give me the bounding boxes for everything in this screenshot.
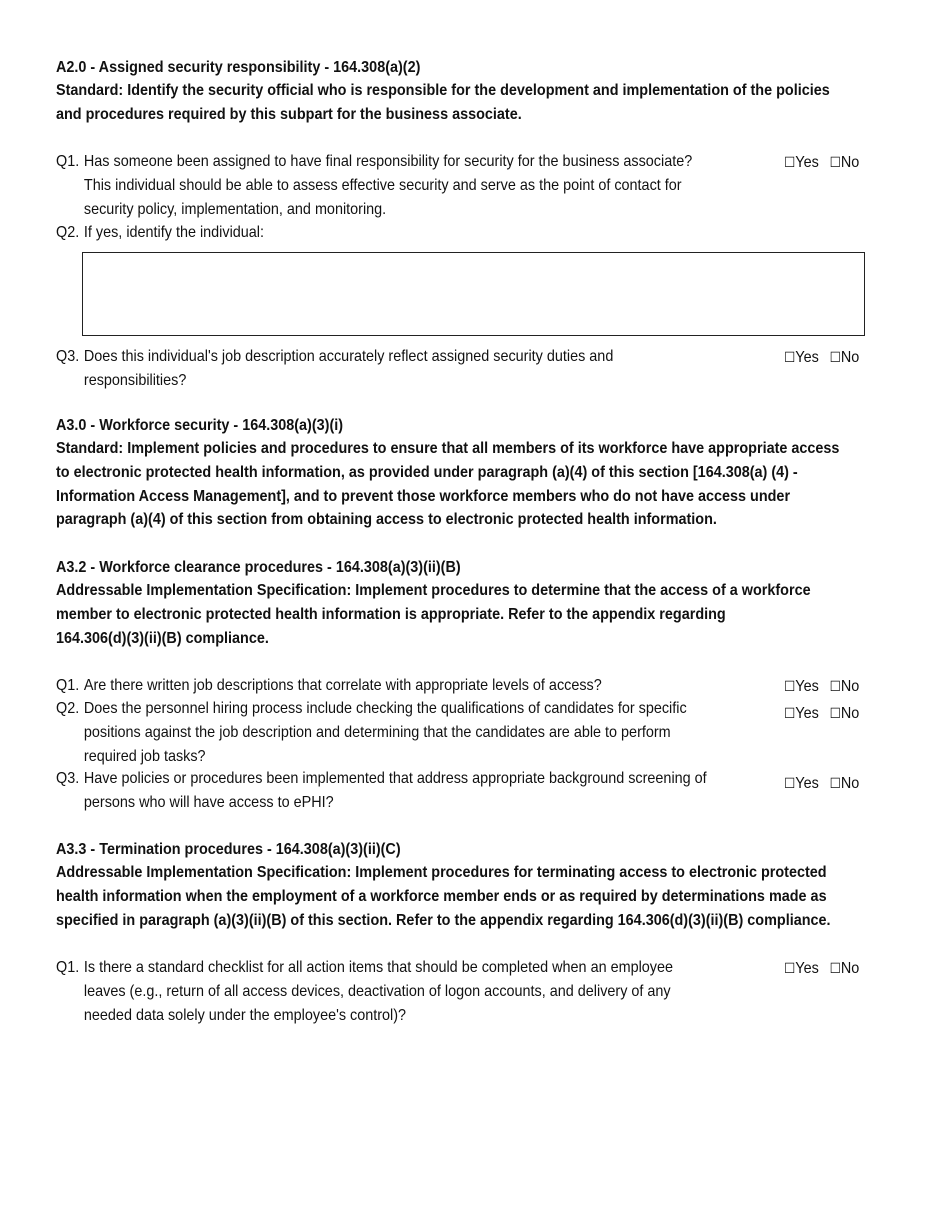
question-text: Is there a standard checklist for all action items that should be completed when an employee <box>83 959 674 976</box>
checkbox-icon: ☐ <box>829 776 841 792</box>
a32-q1-yes-no <box>784 675 870 700</box>
checkbox-icon: ☐ <box>784 679 796 695</box>
yes-checkbox[interactable] <box>784 675 819 700</box>
no-checkbox[interactable] <box>830 957 860 982</box>
section-a2-standard <box>56 79 893 127</box>
a2-question-1 <box>56 150 749 221</box>
question-number: Q3. <box>56 770 80 787</box>
a32-question-2 <box>56 697 749 768</box>
question-text: If yes, identify the individual: <box>83 224 264 241</box>
question-number: Q2. <box>56 700 80 717</box>
spec-line: health information when the employment of a workforce member ends or as required by determinations made as <box>56 887 827 905</box>
spec-line: specified in paragraph (a)(3)(ii)(B) of this section. Refer to the appendix regarding 164.306(d)(3)(ii)(B) compliance. <box>56 911 831 929</box>
no-label: No <box>840 960 860 977</box>
yes-label: Yes <box>795 678 819 695</box>
question-text: persons who will have access to ePHI? <box>83 793 334 811</box>
question-text: Are there written job descriptions that correlate with appropriate levels of access? <box>83 677 602 694</box>
question-text: Does the personnel hiring process include checking the qualifications of candidates for specific <box>83 700 687 717</box>
a32-question-3 <box>56 767 749 815</box>
standard-line: to electronic protected health information, as provided under paragraph (a)(4) of this section [164.308(a) (4) - <box>56 463 798 481</box>
yes-checkbox[interactable] <box>784 151 819 176</box>
individual-answer-field[interactable] <box>82 252 865 336</box>
spec-line: Addressable Implementation Specification: Implement procedures to determine that the access of a workforce <box>56 582 811 599</box>
no-checkbox[interactable] <box>830 346 860 371</box>
yes-label: Yes <box>795 154 819 171</box>
checkbox-icon: ☐ <box>829 706 841 722</box>
no-checkbox[interactable] <box>830 772 860 797</box>
standard-line: paragraph (a)(4) of this section from obtaining access to electronic protected health information. <box>56 511 717 529</box>
no-checkbox[interactable] <box>830 151 860 176</box>
question-text: Have policies or procedures been implemented that address appropriate background screening of <box>83 770 707 787</box>
checkbox-icon: ☐ <box>829 961 841 977</box>
no-label: No <box>840 349 860 366</box>
spec-line: Addressable Implementation Specification: Implement procedures for terminating access to electronic protected <box>56 864 827 881</box>
a2-question-3 <box>56 345 749 393</box>
checkbox-icon: ☐ <box>784 350 796 366</box>
section-a3-heading: A3.0 - Workforce security - 164.308(a)(3)(i) <box>56 417 344 434</box>
checkbox-icon: ☐ <box>829 155 841 171</box>
spec-line: 164.306(d)(3)(ii)(B) compliance. <box>56 629 269 647</box>
section-a32-heading: A3.2 - Workforce clearance procedures - 164.308(a)(3)(ii)(B) <box>56 559 461 576</box>
yes-checkbox[interactable] <box>784 957 819 982</box>
yes-checkbox[interactable] <box>784 772 819 797</box>
question-number: Q1. <box>56 153 80 170</box>
question-text: needed data solely under the employee's control)? <box>83 1006 407 1024</box>
section-a2-heading: A2.0 - Assigned security responsibility - 164.308(a)(2) <box>56 59 421 76</box>
standard-line: Standard: Identify the security official who is responsible for the development and implementation of the policies <box>56 82 830 99</box>
checkbox-icon: ☐ <box>829 679 841 695</box>
standard-line: Standard: Implement policies and procedures to ensure that all members of its workforce have appropriate access <box>56 440 840 457</box>
a32-q3-yes-no <box>784 772 870 797</box>
yes-label: Yes <box>795 775 819 792</box>
standard-line: and procedures required by this subpart for the business associate. <box>56 105 522 123</box>
question-text: Has someone been assigned to have final responsibility for security for the business associate? <box>83 153 693 170</box>
no-label: No <box>840 775 860 792</box>
section-a3-standard <box>56 437 893 532</box>
checkbox-icon: ☐ <box>784 776 796 792</box>
question-number: Q3. <box>56 348 80 365</box>
no-label: No <box>840 154 860 171</box>
yes-label: Yes <box>795 960 819 977</box>
no-checkbox[interactable] <box>830 702 860 727</box>
yes-checkbox[interactable] <box>784 346 819 371</box>
question-text: security policy, implementation, and monitoring. <box>83 200 387 218</box>
spec-line: member to electronic protected health information is appropriate. Refer to the appendix regarding <box>56 605 726 623</box>
no-checkbox[interactable] <box>830 675 860 700</box>
a33-q1-yes-no <box>784 957 870 982</box>
standard-line: Information Access Management], and to prevent those workforce members who do not have access under <box>56 487 791 505</box>
section-a32-spec <box>56 579 893 650</box>
a33-question-1 <box>56 956 749 1027</box>
yes-label: Yes <box>795 349 819 366</box>
no-label: No <box>840 705 860 722</box>
a2-q1-yes-no <box>784 151 870 176</box>
question-text: positions against the job description and determining that the candidates are able to perform <box>83 723 671 741</box>
section-a33-spec <box>56 861 893 932</box>
question-text: This individual should be able to assess effective security and serve as the point of contact for <box>83 176 682 194</box>
a2-question-2 <box>56 221 749 245</box>
question-number: Q1. <box>56 959 80 976</box>
question-text: required job tasks? <box>83 747 206 765</box>
a32-question-1 <box>56 674 749 698</box>
checkbox-icon: ☐ <box>829 350 841 366</box>
checkbox-icon: ☐ <box>784 961 796 977</box>
question-number: Q2. <box>56 224 80 241</box>
checkbox-icon: ☐ <box>784 706 796 722</box>
no-label: No <box>840 678 860 695</box>
question-number: Q1. <box>56 677 80 694</box>
question-text: Does this individual's job description accurately reflect assigned security duties and <box>83 348 614 365</box>
question-text: responsibilities? <box>83 371 187 389</box>
section-a33-heading: A3.3 - Termination procedures - 164.308(a)(3)(ii)(C) <box>56 841 401 858</box>
a32-q2-yes-no <box>784 702 870 727</box>
question-text: leaves (e.g., return of all access devices, deactivation of logon accounts, and delivery of any <box>83 982 671 1000</box>
yes-checkbox[interactable] <box>784 702 819 727</box>
yes-label: Yes <box>795 705 819 722</box>
a2-q3-yes-no <box>784 346 870 371</box>
checkbox-icon: ☐ <box>784 155 796 171</box>
